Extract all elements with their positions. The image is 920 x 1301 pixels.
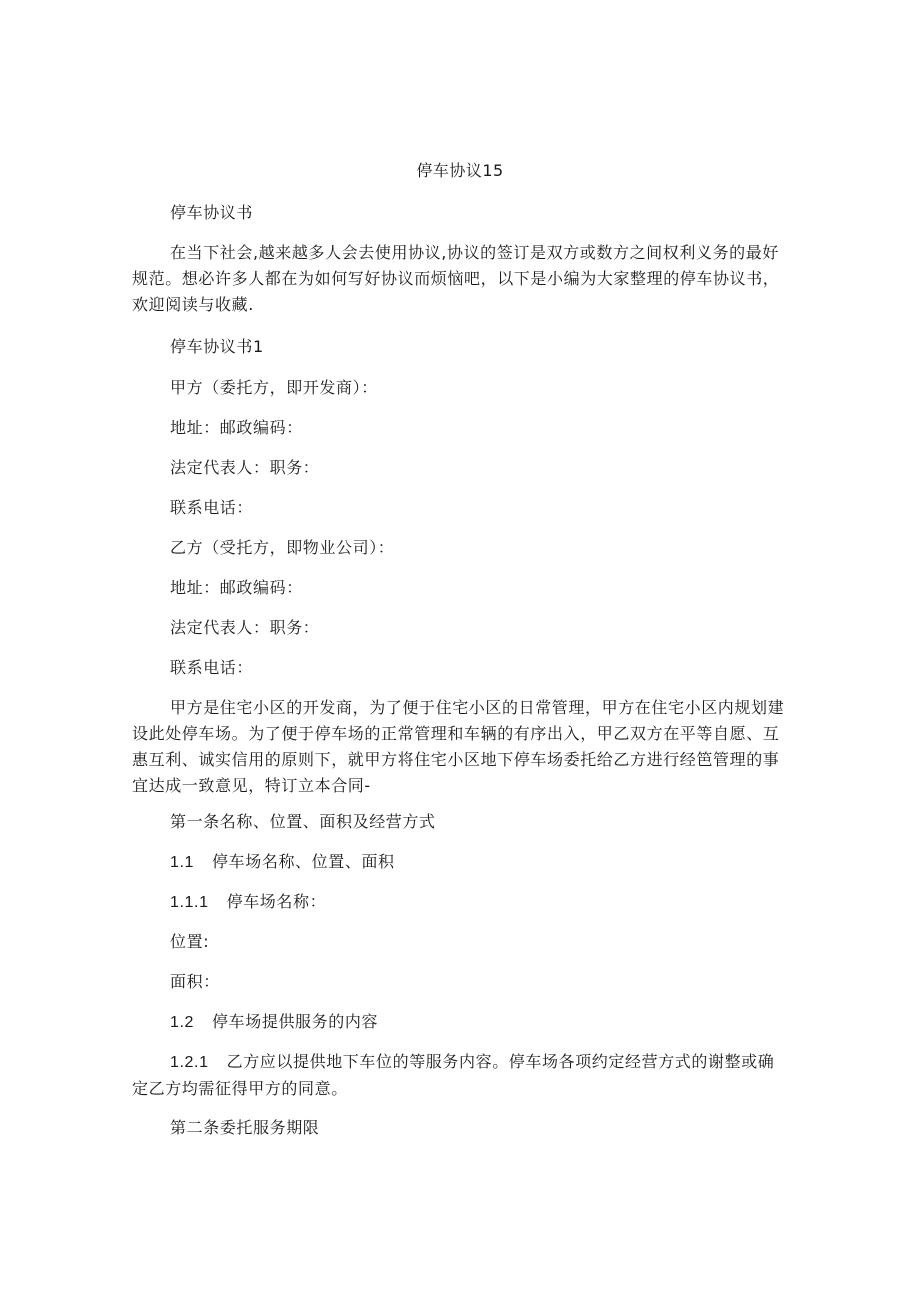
clause-number: 1.2 (170, 1014, 195, 1031)
article-2-heading: 第二条委托服务期限 (170, 1118, 320, 1137)
party-a-label: 甲方（委托方，即开发商）： (170, 378, 378, 397)
clause-1-2-1 (132, 1049, 788, 1102)
clause-1-1 (132, 849, 788, 876)
party-a-address: 地址：邮政编码： (170, 418, 303, 437)
party-a-phone: 联系电话： (170, 498, 254, 517)
clause-text: 停车场提供服务的内容 (212, 1012, 379, 1031)
area-field: 面积： (170, 972, 220, 991)
paragraph-subtitle: 停车协议书1 (170, 337, 264, 356)
party-b-representative: 法定代表人：职务： (170, 618, 320, 637)
clause-number: 1.1 (170, 854, 195, 871)
paragraph-preamble: 甲方是住宅小区的开发商，为了便于住宅小区的日常管理，甲方在住宅小区内规划建设此处停车场。为了便于停车场的正常管理和车辆的有序出入，甲乙双方在平等自愿、互惠互利、诚实信用的原则下，就甲方将住宅小区地下停车场委托给乙方进行经笆管理的事宜达成一致意见，特订立本合同- (132, 698, 785, 795)
clause-1-1-1 (132, 889, 788, 916)
clause-text: 停车场名称、位置、面积 (212, 852, 395, 871)
clause-number: 1.2.1 (170, 1054, 209, 1071)
party-b-label: 乙方（受托方，即物业公司）： (170, 538, 395, 557)
party-b-phone: 联系电话： (170, 658, 254, 677)
party-a-representative: 法定代表人：职务： (170, 458, 320, 477)
clause-text: 乙方应以提供地下车位的等服务内容。停车场各项约定经营方式的谢整或确定乙方均需征得甲方的同意。 (132, 1052, 775, 1098)
article-1-heading: 第一条名称、位置、面积及经营方式 (170, 812, 436, 831)
clause-text: 停车场名称： (226, 892, 327, 911)
paragraph-heading: 停车协议书 (170, 203, 254, 222)
clause-number: 1.1.1 (170, 894, 209, 911)
party-b-address: 地址：邮政编码： (170, 578, 303, 597)
document-title: 停车协议15 (416, 161, 504, 180)
location-field: 位置: (170, 932, 210, 951)
clause-1-2 (132, 1009, 788, 1036)
paragraph-intro: 在当下社会,越来越多人会去使用协议,协议的签订是双方或数方之间权利义务的最好规范。想必许多人都在为如何写好协议而烦恼吧，以下是小编为大家整理的停车协议书，欢迎阅读与收藏. (132, 243, 780, 314)
